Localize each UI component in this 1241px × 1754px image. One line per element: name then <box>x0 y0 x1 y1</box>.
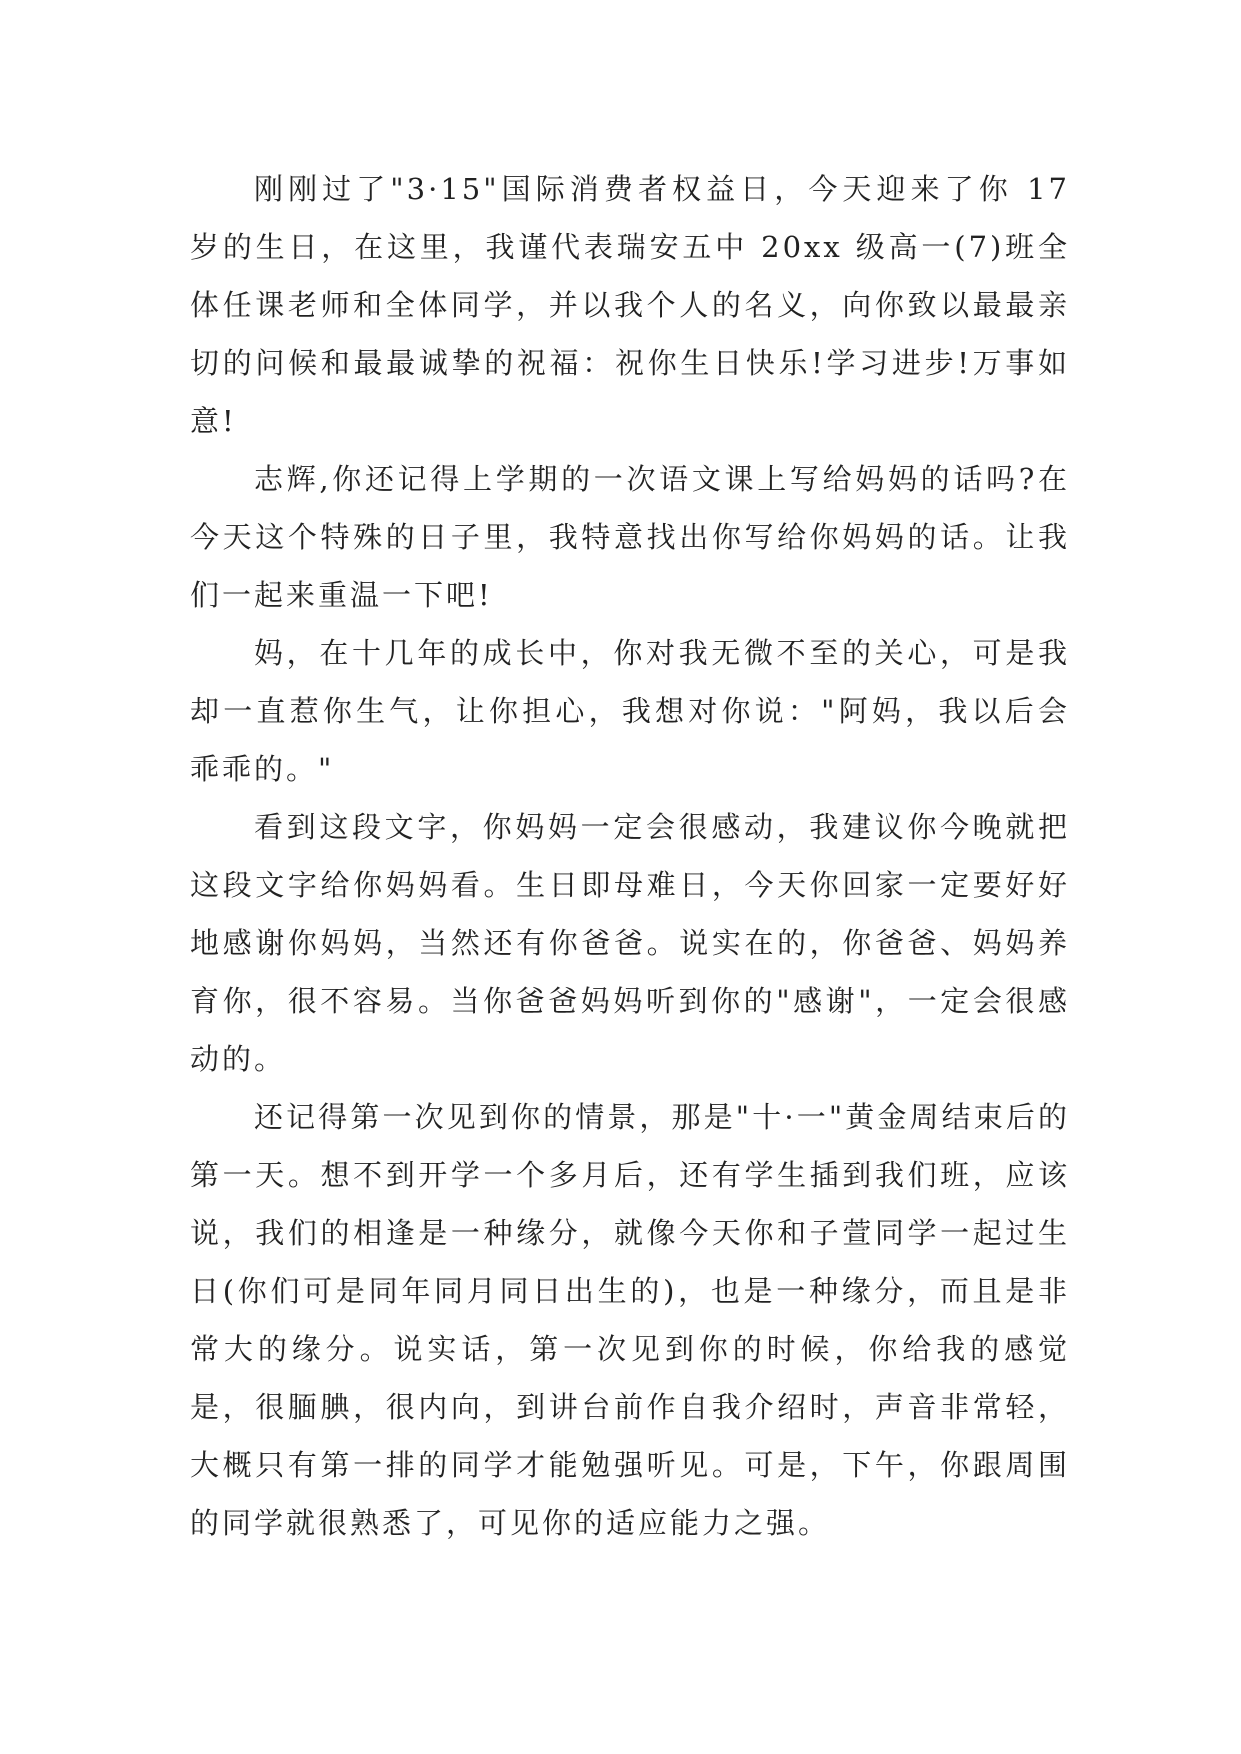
paragraph-first-meeting: 还记得第一次见到你的情景，那是"十·一"黄金周结束后的第一天。想不到开学一个多月后，还有学生插到我们班，应该说，我们的相逢是一种缘分，就像今天你和子萱同学一起过生日(你们可是同年同月同日出生的)，也是一种缘分，而且是非常大的缘分。说实话，第一次见到你的时候，你给我的感觉是，很腼腆，很内向，到讲台前作自我介绍时，声音非常轻，大概只有第一排的同学才能勉强听见。可是，下午，你跟周围的同学就很熟悉了，可见你的适应能力之强。 <box>190 1100 1070 1540</box>
paragraph-birthday-greeting: 刚刚过了"3·15"国际消费者权益日，今天迎来了你 17 岁的生日，在这里，我谨代表瑞安五中 20xx 级高一(7)班全体任课老师和全体同学，并以我个人的名义，向你致以最最亲切的问候和最最诚挚的祝福：祝你生日快乐!学习进步!万事如意! <box>190 172 1070 438</box>
paragraph-letter-to-mom: 妈，在十几年的成长中，你对我无微不至的关心，可是我却一直惹你生气，让你担心，我想对你说："阿妈，我以后会乖乖的。" <box>190 636 1070 786</box>
paragraph-thank-parents: 看到这段文字，你妈妈一定会很感动，我建议你今晚就把这段文字给你妈妈看。生日即母难日，今天你回家一定要好好地感谢你妈妈，当然还有你爸爸。说实在的，你爸爸、妈妈养育你，很不容易。当你爸爸妈妈听到你的"感谢"，一定会很感动的。 <box>190 810 1070 1076</box>
document-body <box>190 160 1070 1552</box>
paragraph-letter-intro: 志辉,你还记得上学期的一次语文课上写给妈妈的话吗?在今天这个特殊的日子里，我特意找出你写给你妈妈的话。让我们一起来重温一下吧! <box>190 462 1070 612</box>
